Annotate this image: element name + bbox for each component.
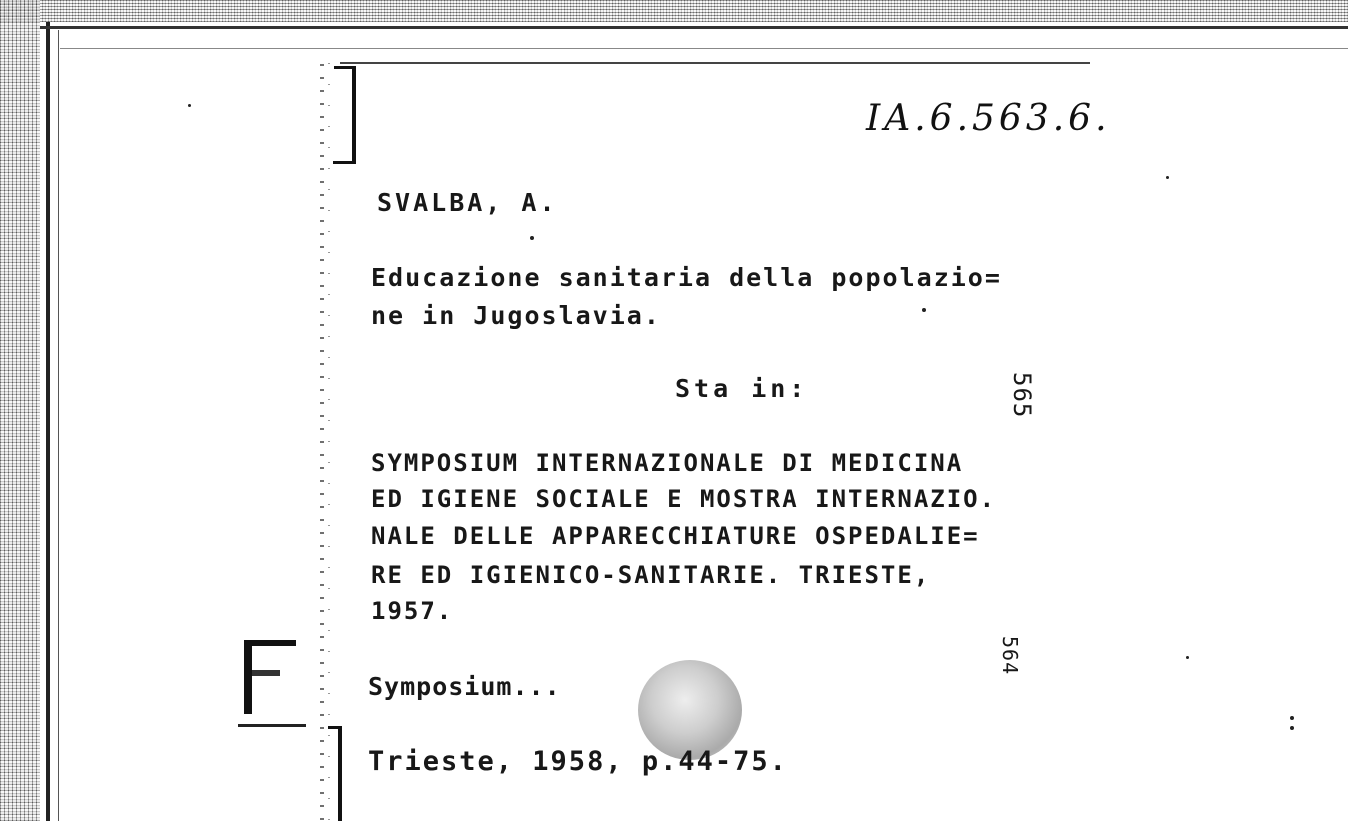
round-stamp <box>638 660 742 760</box>
card-perforation <box>320 60 324 820</box>
f-mark-stroke <box>238 724 306 727</box>
title-line: ne in Jugoslavia. <box>371 301 661 330</box>
scan-speck <box>1186 656 1189 659</box>
title-line: Educazione sanitaria della popolazio= <box>371 263 1002 292</box>
scan-speck <box>1166 176 1169 179</box>
scan-border-top-texture <box>0 0 1348 22</box>
card-bracket <box>334 66 354 69</box>
symposium-line: NALE DELLE APPARECCHIATURE OSPEDALIE= <box>371 522 980 550</box>
scan-speck <box>188 104 191 107</box>
f-mark-stroke <box>252 670 280 676</box>
frame-line <box>60 48 1348 49</box>
author: SVALBA, A. <box>377 188 558 217</box>
symposium-line: ED IGIENE SOCIALE E MOSTRA INTERNAZIO. <box>371 485 997 513</box>
frame-line <box>40 26 1348 29</box>
scan-border-left-texture <box>0 0 40 821</box>
reference-number: IA.6.563.6. <box>866 98 1111 139</box>
short-title: Symposium... <box>368 672 561 701</box>
card-perforation <box>328 60 330 820</box>
symposium-line: RE ED IGIENICO-SANITARIE. TRIESTE, <box>371 561 931 589</box>
card-bracket <box>352 66 356 164</box>
card-bracket <box>333 161 356 164</box>
f-mark-stroke <box>244 640 252 714</box>
side-number: 564 <box>998 636 1022 676</box>
scan-speck <box>922 308 926 312</box>
card-edge <box>340 62 1090 64</box>
scan-speck <box>1290 716 1294 720</box>
scan-speck <box>530 236 534 240</box>
side-number: 565 <box>1008 372 1036 419</box>
in-label: Sta in: <box>675 374 809 403</box>
symposium-line: 1957. <box>371 597 454 625</box>
card-bracket <box>338 728 342 821</box>
frame-line <box>46 22 50 821</box>
symposium-line: SYMPOSIUM INTERNAZIONALE DI MEDICINA <box>371 449 964 477</box>
scan-speck <box>1290 726 1294 730</box>
frame-line <box>58 30 59 821</box>
f-letter-mark <box>244 640 304 730</box>
imprint: Trieste, 1958, p.44-75. <box>368 746 788 777</box>
